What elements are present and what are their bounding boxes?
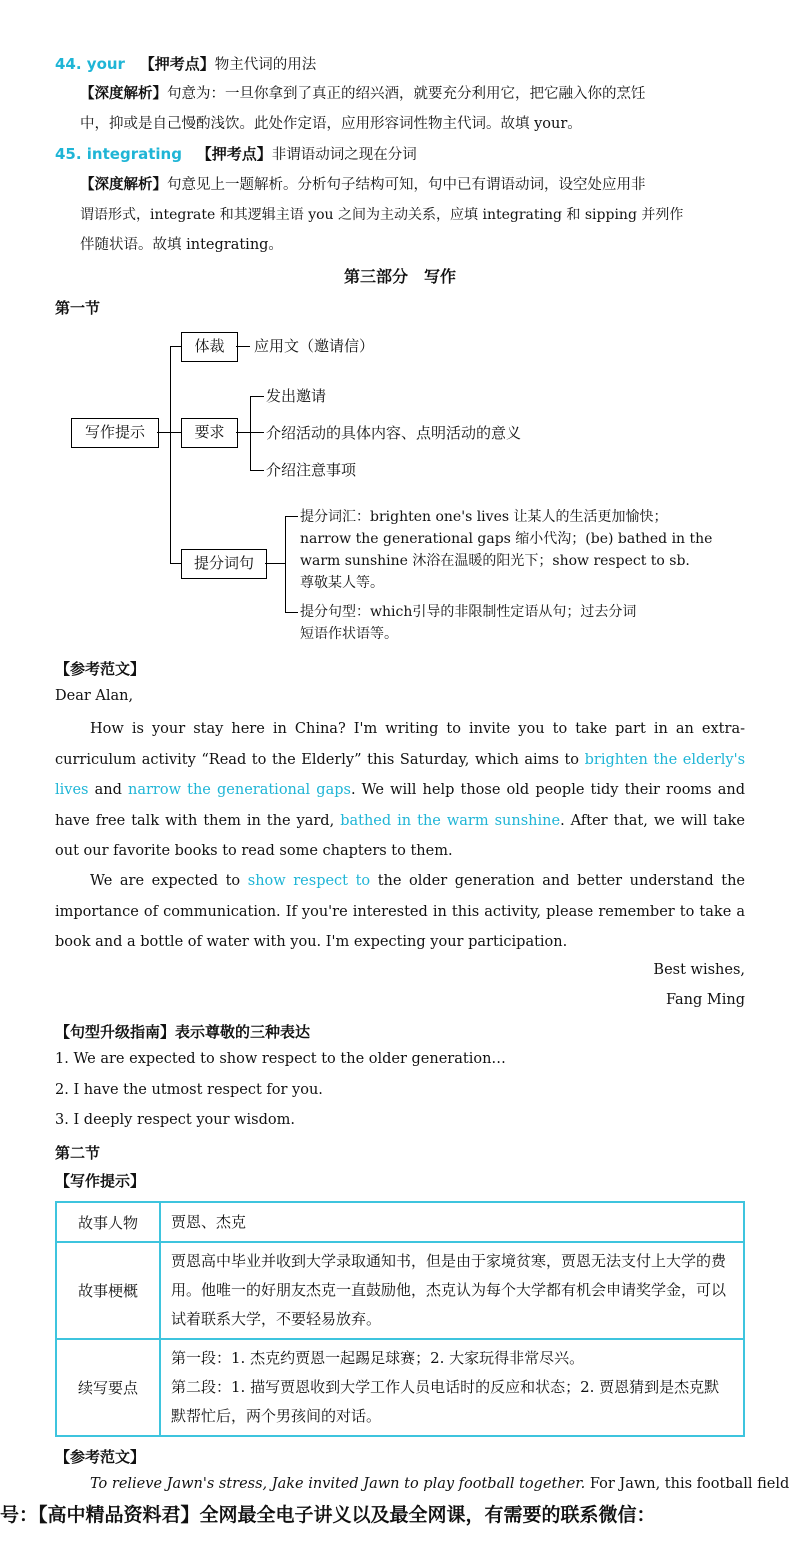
story-characters-value: 贾恩、杰克 [160,1202,744,1242]
guide-item-1: 1. We are expected to show respect to the older generation… [55,1051,506,1067]
tree-vocab: 提分词汇：brighten one's lives 让某人的生活更加愉快； narrow the generational gaps 缩小代沟；(be) bathed in the warm sunshine 沐浴在温暖的阳光下；show respect to sb. 尊敬某人等。 [300,509,713,591]
q44-tag: 【押考点】 [139,55,215,73]
table-row [56,1202,744,1242]
highlight-bathed: bathed in the warm sunshine [340,812,561,829]
sample-essay-tag: 【参考范文】 [55,660,146,678]
letter-paragraph-2: We are expected to show respect to the older generation and better understand the importance of communication. If you're interested in this activity, please remember to take a book and a bottle of water with you. I'm expecting your participation. [55,873,745,950]
tree-req-item-3: 介绍注意事项 [266,461,357,479]
tree-upgrade-box: 提分词句 [181,549,267,579]
letter-greeting: Dear Alan, [55,688,134,704]
sample-essay-2-first-line: To relieve Jawn's stress, Jake invited Jawn to play football together. For Jawn, this football field [90,1476,790,1492]
tree-req-item-1: 发出邀请 [266,387,327,405]
table-row [56,1242,744,1339]
guide-heading: 【句型升级指南】表示尊敬的三种表达 [55,1023,311,1041]
table-row [56,1339,744,1436]
tree-req-item-2: 介绍活动的具体内容、点明活动的意义 [266,424,522,442]
letter-paragraph-1: How is your stay here in China? I'm writing to invite you to take part in an extra-curriculum activity “Read to the Elderly” this Saturday, which aims to brighten the elderly's lives and narrow the generational gaps. We will help those old people tidy their rooms and have free talk with them in the yard, bathed in the warm sunshine. After that, we will take out our favorite books to read some chapters to them. [55,721,746,859]
q44-answer: 44. your [55,55,125,73]
highlight-brighten: brighten the elderly's lives [55,751,746,798]
guide-item-3: 3. I deeply respect your wisdom. [55,1112,295,1128]
story-points-value: 第一段：1. 杰克约贾恩一起踢足球赛；2. 大家玩得非常尽兴。 第二段：1. 描写贾恩收到大学工作人员电话时的反应和状态；2. 贾恩猜到是杰克默默帮忙后，两个男孩间的对话。 [160,1339,744,1436]
tree-req-box: 要求 [181,418,238,448]
q44-point: 物主代词的用法 [214,57,317,73]
q44-analysis-line2: 中，抑或是自己慢酌浅饮。此处作定语，应用形容词性物主代词。故填 your。 [80,116,582,132]
section2-heading: 第二节 [55,1144,101,1162]
q45-analysis-line3: 伴随状语。故填 integrating。 [80,237,283,253]
sample-essay-2-tag: 【参考范文】 [55,1448,146,1466]
guide-item-2: 2. I have the utmost respect for you. [55,1082,323,1098]
q45-point: 非谓语动词之现在分词 [271,147,417,163]
q44-analysis-line1: 【深度解析】句意为：一旦你拿到了真正的绍兴酒，就要充分利用它，把它融入你的烹饪 [80,86,646,102]
highlight-respect: show respect to [247,873,371,889]
story-summary-value: 贾恩高中毕业并收到大学录取通知书，但是由于家境贫寒，贾恩无法支付上大学的费用。他唯一的好朋友杰克一直鼓励他，杰克认为每个大学都有机会申请奖学金，可以试着联系大学，不要轻易放弃。 [160,1242,744,1339]
story-summary-key: 故事梗概 [56,1242,160,1339]
q45-answer: 45. integrating [55,145,182,163]
writing-tips-tag: 【写作提示】 [55,1172,146,1190]
letter-signature: Fang Ming [665,992,745,1008]
highlight-narrow: narrow the generational gaps [128,782,351,798]
part3-title: 第三部分 写作 [343,267,456,286]
story-table [55,1201,745,1437]
q45-analysis-line2: 谓语形式，integrate 和其逻辑主语 you 之间为主动关系，应填 integrating 和 sipping 并列作 [80,207,684,223]
q45-tag: 【押考点】 [196,145,272,163]
story-characters-key: 故事人物 [56,1202,160,1242]
tree-genre-box: 体裁 [181,332,238,362]
tree-sentence-patterns: 提分句型：which引导的非限制性定语从句；过去分词 短语作状语等。 [300,604,637,642]
tree-root-box: 写作提示 [71,418,159,448]
q44-heading [55,53,316,76]
tree-genre-value: 应用文（邀请信） [254,337,375,355]
letter-closing: Best wishes, [653,962,745,978]
footer-watermark: 号：【高中精品资料君】全网最全电子讲义以及最全网课，有需要的联系微信： [0,1504,656,1526]
story-points-key: 续写要点 [56,1339,160,1436]
q45-heading [55,143,417,166]
section1-heading: 第一节 [55,299,101,317]
q45-analysis-line1: 【深度解析】句意见上一题解析。分析句子结构可知，句中已有谓语动词，设空处应用非 [80,177,646,193]
